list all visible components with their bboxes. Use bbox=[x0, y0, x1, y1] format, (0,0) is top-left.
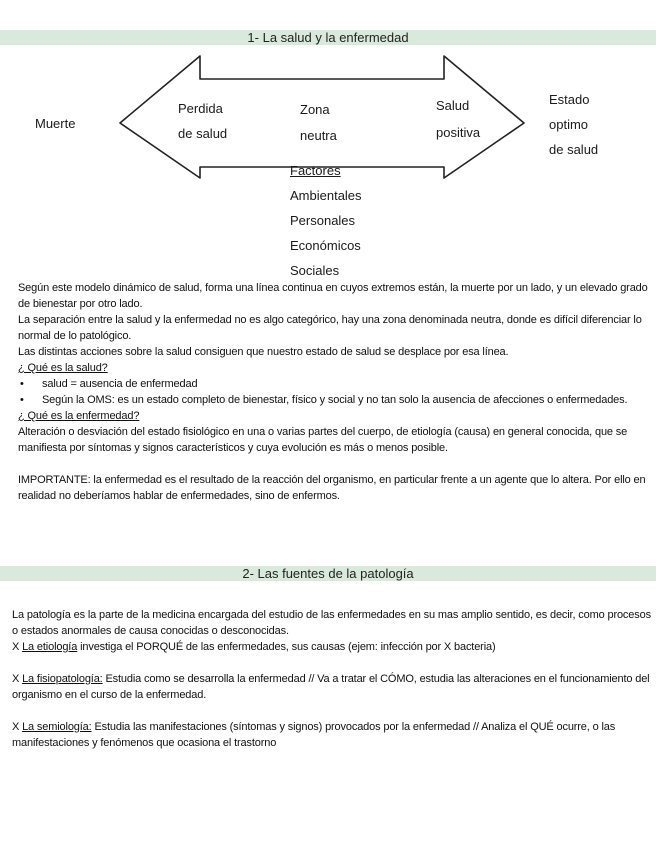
source-item-fisiopatologia: X La fisiopatología: Estudia como se desarrolla la enfermedad // Va a tratar el CÓMO, estudia las alteraciones en el funcionamiento del organismo en el curso de la enfermedad. bbox=[12, 673, 650, 701]
definition-enfermedad: Alteración o desviación del estado fisiológico en una o varias partes del cuerpo, de etiología (causa) en general conocida, que se manifiesta por síntomas y signos característicos y cuya evolución es más o menos posible. bbox=[18, 426, 628, 454]
label-perdida-line2: de salud bbox=[178, 126, 228, 141]
label-muerte: Muerte bbox=[35, 116, 76, 131]
paragraph: La separación entre la salud y la enfermedad no es algo categórico, hay una zona denominada neutra, donde es difícil diferenciar lo normal de lo patológico. bbox=[18, 314, 642, 342]
label-salud-line1: Salud bbox=[436, 98, 470, 113]
section-1-title-band bbox=[0, 30, 656, 45]
label-estado-line3: de salud bbox=[549, 142, 599, 157]
label-perdida-line1: Perdida bbox=[178, 101, 223, 116]
bullet-item: • salud = ausencia de enfermedad bbox=[18, 376, 654, 392]
question-salud: ¿ Qué es la salud? bbox=[18, 362, 108, 374]
factor-item: Ambientales bbox=[290, 188, 362, 203]
paragraph: Las distintas acciones sobre la salud consiguen que nuestro estado de salud se desplace por esa línea. bbox=[18, 346, 509, 358]
bullet-item: • Según la OMS: es un estado completo de bienestar, físico y social y no tan solo la ausencia de afecciones o enfermedades. bbox=[18, 392, 654, 408]
section-1-body bbox=[0, 280, 656, 504]
section-2-intro: La patología es la parte de la medicina encargada del estudio de las enfermedades en su mas amplio sentido, es decir, como procesos o estados anormales de causa conocidas o desconocidas. bbox=[12, 609, 651, 637]
important-note: IMPORTANTE: la enfermedad es el resultado de la reacción del organismo, en particular frente a un agente que lo altera. Por ello en realidad no deberíamos hablar de enfermedades, sino de enfermos. bbox=[18, 474, 646, 502]
section-2-body bbox=[0, 607, 656, 751]
section-2-title-band bbox=[0, 566, 656, 581]
section-1-title: 1- La salud y la enfermedad bbox=[247, 30, 409, 45]
section-2-title: 2- Las fuentes de la patología bbox=[242, 566, 414, 581]
label-zona-line2: neutra bbox=[300, 128, 337, 143]
paragraph: Según este modelo dinámico de salud, forma una línea continua en cuyos extremos están, la muerte por un lado, y un elevado grado de bienestar por otro lado. bbox=[18, 282, 648, 310]
source-item-etiologia: X La etiología investiga el PORQUÉ de las enfermedades, sus causas (ejem: infección por X bacteria) bbox=[12, 641, 496, 653]
label-zona-line1: Zona bbox=[300, 102, 330, 117]
label-estado-line1: Estado bbox=[549, 92, 590, 107]
factor-item: Económicos bbox=[290, 238, 361, 253]
label-salud-line2: positiva bbox=[436, 125, 481, 140]
label-estado-line2: optimo bbox=[549, 117, 589, 132]
factor-item: Sociales bbox=[290, 263, 340, 278]
factors-title: Factores bbox=[290, 163, 341, 178]
question-enfermedad: ¿ Qué es la enfermedad? bbox=[18, 410, 140, 422]
source-item-semiologia: X La semiología: Estudia las manifestaciones (síntomas y signos) provocados por la enfermedad // Analiza el QUÉ ocurre, o las manifestaciones y fenómenos que ocasiona el trastorno bbox=[12, 721, 616, 749]
factor-item: Personales bbox=[290, 213, 356, 228]
